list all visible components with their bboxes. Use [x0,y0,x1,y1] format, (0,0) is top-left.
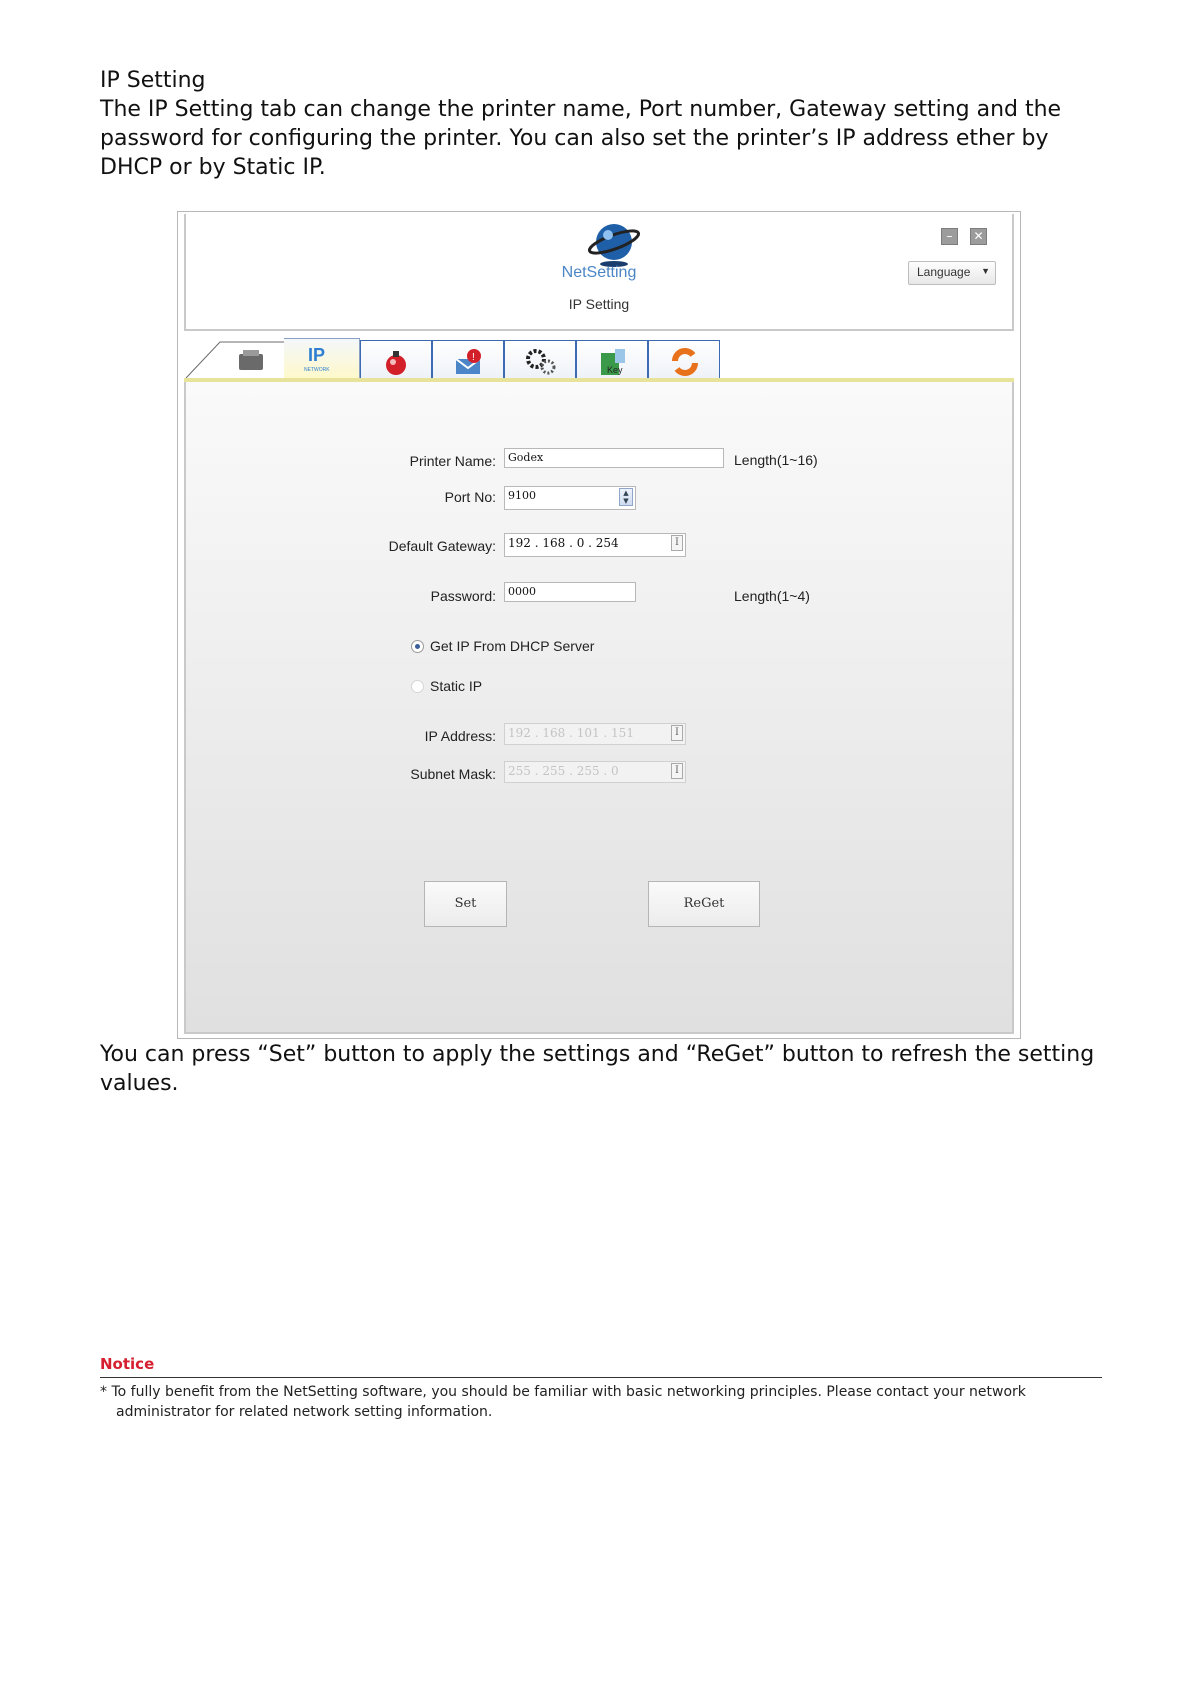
ip-caret-icon: I [671,725,683,741]
bomb-icon [381,347,411,377]
printer-name-label: Printer Name: [409,453,496,469]
reget-button[interactable]: ReGet [648,881,760,927]
subnet-mask-label: Subnet Mask: [410,766,496,782]
gateway-value: 192 . 168 . 0 . 254 [508,536,619,550]
tab-printer[interactable] [184,340,284,378]
window-subtitle: IP Setting [568,296,630,312]
subnet-mask-value: 255 . 255 . 255 . 0 [508,764,619,778]
minimize-icon: – [946,229,953,243]
intro-text [100,66,1100,182]
gears-icon [525,347,557,377]
static-ip-radio[interactable] [411,680,424,693]
mail-alert-icon [453,347,483,377]
tab-alert[interactable] [360,340,432,378]
svg-text:IP: IP [308,345,326,365]
intro-line: DHCP or by Static IP. [100,155,326,180]
outro-line: values. [100,1071,179,1096]
refresh-icon [669,347,701,377]
set-button[interactable]: Set [424,881,507,927]
language-label: Language [917,265,971,279]
notice-divider [100,1377,1102,1378]
static-ip-label: Static IP [430,678,483,694]
port-label: Port No: [444,489,496,505]
brand-name: NetSetting [561,264,637,281]
outro-text [100,1040,1110,1098]
printer-name-input[interactable]: Godex [504,448,724,468]
port-stepper[interactable] [504,486,636,510]
svg-text:!: ! [472,352,475,363]
gateway-input[interactable] [504,533,686,557]
password-input[interactable]: 0000 [504,582,636,602]
port-value: 9100 [508,489,536,502]
minimize-button[interactable] [941,228,958,245]
key-icon [597,347,629,377]
ip-address-value: 192 . 168 . 101 . 151 [508,726,634,740]
tab-security[interactable] [576,340,648,378]
tab-outline [184,340,284,380]
close-button[interactable] [970,228,987,245]
ip-setting-panel [184,382,1014,1034]
language-dropdown[interactable] [908,261,996,285]
ip-address-label: IP Address: [424,728,496,744]
intro-line: The IP Setting tab can change the printer name, Port number, Gateway setting and the [100,97,1062,122]
password-label: Password: [430,588,496,604]
tab-bar [184,338,1014,378]
subnet-mask-input[interactable] [504,761,686,783]
ip-caret-icon: I [671,763,683,779]
printer-icon [236,348,266,374]
notice-line: administrator for related network setting information. [116,1404,493,1420]
ip-caret-icon: I [671,535,683,551]
tab-firmware[interactable] [648,340,720,378]
outro-line: You can press “Set” button to apply the settings and “ReGet” button to refresh the setting [100,1042,1095,1067]
ip-network-icon [302,343,342,373]
tab-ip-network[interactable] [284,338,360,380]
notice-title: Notice [100,1355,155,1373]
tab-config[interactable] [504,340,576,378]
ip-address-input[interactable] [504,723,686,745]
section-heading: IP Setting [100,68,206,93]
app-header [184,214,1014,331]
intro-line: password for configuring the printer. You can also set the printer’s IP address ether by [100,126,1049,151]
svg-text:NETWORK: NETWORK [304,367,330,373]
printer-name-hint: Length(1~16) [734,452,818,468]
chevron-down-icon: ▼ [981,266,990,276]
notice-text [100,1382,1060,1422]
dhcp-radio[interactable] [411,640,424,653]
netsetting-logo-icon [584,218,644,270]
gateway-label: Default Gateway: [388,538,496,554]
password-hint: Length(1~4) [734,588,810,604]
tab-email[interactable] [432,340,504,378]
dhcp-label: Get IP From DHCP Server [430,638,595,654]
netsetting-window [177,211,1021,1039]
close-icon: ✕ [973,229,984,243]
notice-line: * To fully benefit from the NetSetting software, you should be familiar with basic networking principles. Please contact your network [100,1384,1026,1400]
spin-arrows-icon[interactable]: ▲ ▼ [619,488,633,506]
svg-text:Key: Key [607,365,623,375]
